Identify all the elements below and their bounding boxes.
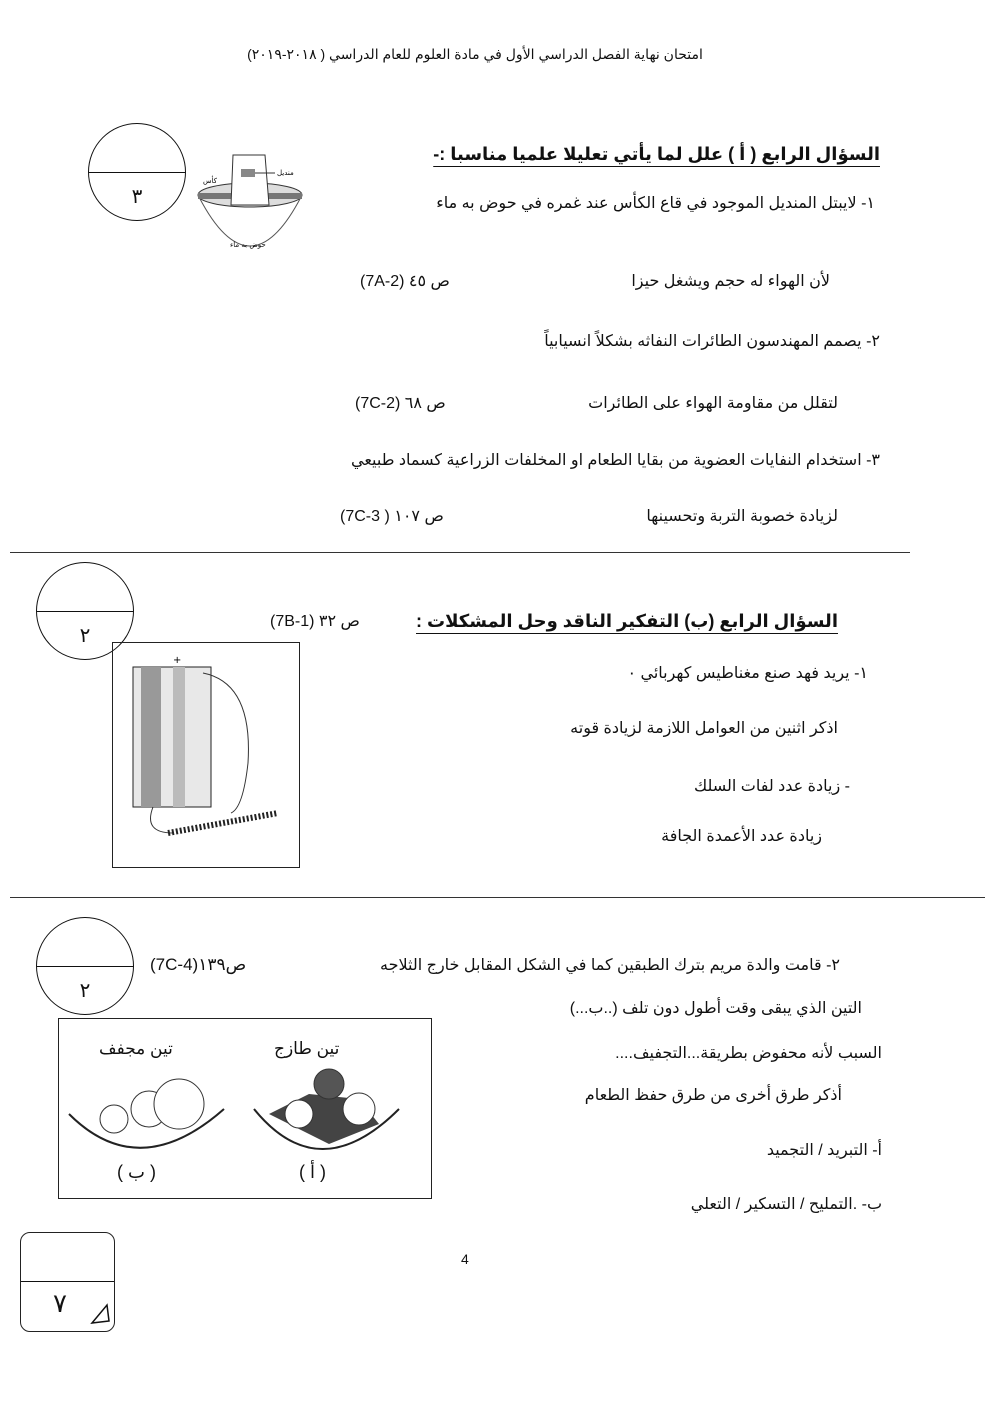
answer-b1-2: زيادة عدد الأعمدة الجافة — [661, 828, 822, 845]
pen-mark-icon — [89, 1301, 111, 1327]
question-c2: ٢- قامت والدة مريم بترك الطبقين كما في الشكل المقابل خارج الثلاجه — [380, 957, 840, 974]
line-other-methods: أذكر طرق أخرى من طرق حفظ الطعام — [584, 1087, 842, 1104]
question-b1: ١- يريد فهد صنع مغناطيس كهربائي ٠ — [627, 665, 868, 682]
label-fresh-figs: تين طازج — [274, 1039, 340, 1058]
electromagnet-figure — [112, 642, 300, 868]
label-dried-figs: تين مجفف — [99, 1039, 173, 1058]
score-value: ٢ — [79, 623, 91, 647]
figs-figure — [58, 1018, 432, 1199]
page-number: 4 — [461, 1251, 469, 1267]
question-a1: ١- لايبتل المنديل الموجود في قاع الكأس عند غمره في حوض به ماء — [436, 195, 875, 212]
score-circle-a — [88, 123, 186, 221]
ref-a1: ص ٤٥ (7A-2) — [360, 273, 450, 290]
label-glass: كأس — [203, 177, 218, 185]
divider — [10, 552, 910, 553]
answer-c-a: أ- التبريد / التجميد — [766, 1142, 882, 1159]
line-reason: السبب لأنه محفوض بطريقة...التجفيف.... — [615, 1045, 882, 1062]
total-score: ٧ — [53, 1288, 67, 1318]
answer-a1: لأن الهواء له حجم ويشغل حيزا — [631, 273, 830, 290]
exam-header: امتحان نهاية الفصل الدراسي الأول في مادة العلوم للعام الدراسي ( ٢٠١٨-٢٠١٩) — [247, 46, 703, 62]
ref-a2: ص ٦٨ (7C-2) — [355, 395, 446, 412]
answer-b1-1: - زيادة عدد لفات السلك — [693, 778, 850, 795]
label-basin: حوض به ماء — [230, 241, 266, 249]
label-napkin: منديل — [277, 169, 294, 177]
answer-c-b: ب- .التمليح / التسكير / التعلي — [690, 1196, 882, 1213]
question-b1-prompt: اذكر اثنين من العوامل اللازمة لزيادة قوته — [570, 720, 838, 737]
section-a-title: السؤال الرابع ( أ ) علل لما يأتي تعليلا علميا مناسبا :- — [433, 144, 880, 164]
section-b-title: السؤال الرابع (ب) التفكير الناقد وحل المشكلات : — [416, 611, 838, 631]
ref-b: ص ٣٢ (7B-1) — [270, 613, 360, 630]
tag-dried: ( ب ) — [117, 1162, 156, 1182]
question-a3: ٣- استخدام النفايات العضوية من بقايا الطعام او المخلفات الزراعية كسماد طبيعي — [351, 452, 880, 469]
line-longest-lasting: التين الذي يبقى وقت أطول دون تلف (..ب...) — [569, 1000, 862, 1017]
score-value: ٣ — [131, 184, 143, 208]
divider — [10, 897, 985, 898]
glass-in-basin-figure — [195, 135, 310, 255]
score-value: ٢ — [79, 978, 91, 1002]
svg-text:+: + — [173, 655, 182, 666]
total-score-box — [20, 1232, 115, 1332]
question-a2: ٢- يصمم المهندسون الطائرات النفاثه بشكلاً انسيابياً — [544, 333, 880, 350]
tag-fresh: ( أ ) — [299, 1162, 326, 1182]
ref-a3: ص ١٠٧ ( 7C-3) — [340, 508, 444, 525]
ref-c: ص١٣٩(7C-4) — [150, 955, 247, 974]
answer-a3: لزيادة خصوبة التربة وتحسينها — [646, 508, 838, 525]
score-circle-c — [36, 917, 134, 1015]
answer-a2: لتقلل من مقاومة الهواء على الطائرات — [588, 395, 838, 412]
